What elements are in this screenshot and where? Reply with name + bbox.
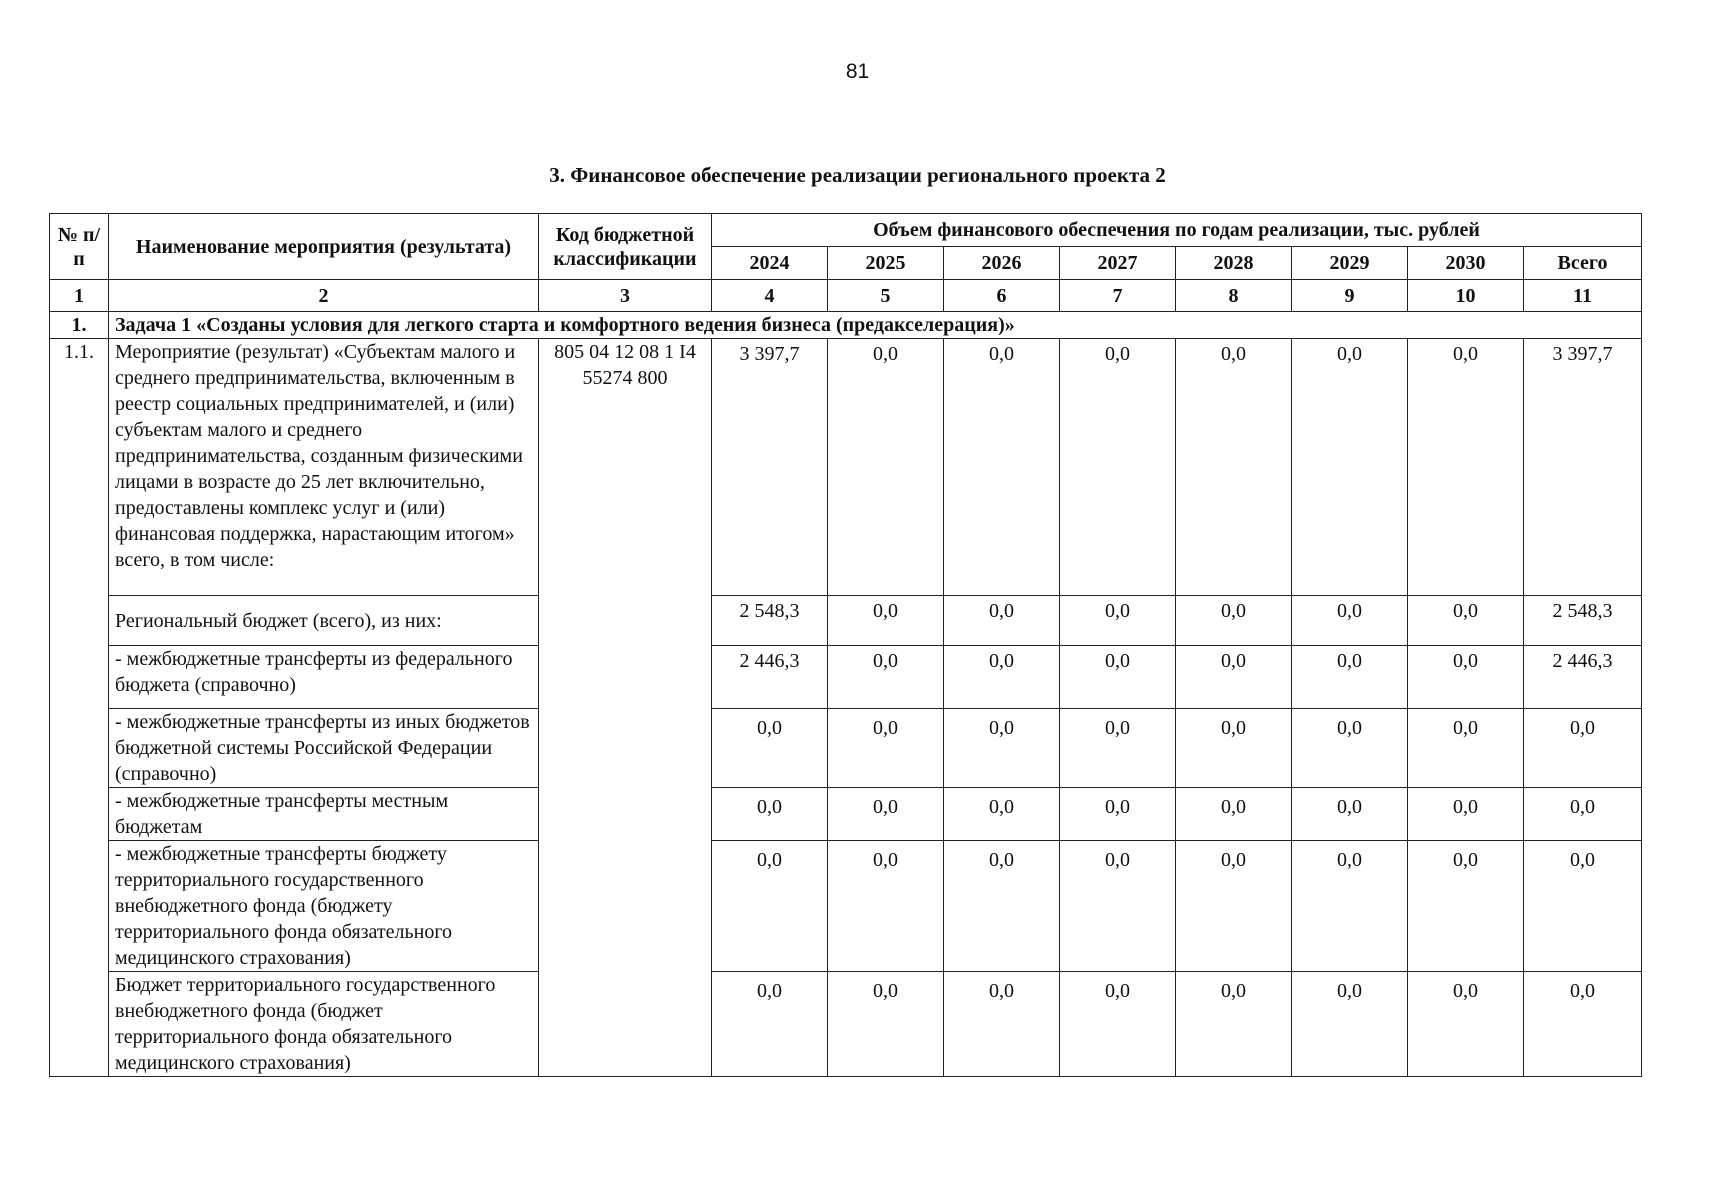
row-name: - межбюджетные трансферты из федерального бюджета (справочно) [109,646,539,709]
row-name: - межбюджетные трансферты из иных бюджетов бюджетной системы Российской Федерации (справочно) [109,709,539,788]
column-number-7: 7 [1060,280,1176,312]
value-cell: 0,0 [944,339,1060,596]
value-cell: 0,0 [712,972,828,1077]
column-numbers-row [50,280,1642,312]
value-cell: 0,0 [944,709,1060,788]
header-year-1: 2025 [828,247,944,280]
value-cell: 0,0 [1060,841,1176,972]
column-number-2: 2 [109,280,539,312]
header-year-0: 2024 [712,247,828,280]
value-cell: 0,0 [1060,788,1176,841]
column-number-10: 10 [1408,280,1524,312]
value-cell: 2 548,3 [1524,596,1642,646]
column-number-11: 11 [1524,280,1642,312]
column-number-1: 1 [50,280,109,312]
table-row [50,788,1642,841]
value-cell: 0,0 [1292,788,1408,841]
value-cell: 0,0 [1292,646,1408,709]
value-cell: 0,0 [1524,841,1642,972]
activity-num: 1.1. [50,339,109,1077]
header-year-2: 2026 [944,247,1060,280]
financing-table [49,213,1642,1077]
value-cell: 0,0 [828,339,944,596]
value-cell: 0,0 [1408,841,1524,972]
header-year-6: 2030 [1408,247,1524,280]
value-cell: 0,0 [1176,339,1292,596]
table-row [50,339,1642,596]
value-cell: 0,0 [1408,788,1524,841]
value-cell: 3 397,7 [712,339,828,596]
row-name: Региональный бюджет (всего), из них: [109,596,539,646]
header-year-3: 2027 [1060,247,1176,280]
value-cell: 0,0 [1292,596,1408,646]
task-num: 1. [50,312,109,339]
value-cell: 0,0 [712,709,828,788]
value-cell: 0,0 [828,841,944,972]
table-row [50,646,1642,709]
value-cell: 0,0 [1060,339,1176,596]
value-cell: 0,0 [1408,709,1524,788]
row-name: - межбюджетные трансферты местным бюджетам [109,788,539,841]
value-cell: 0,0 [944,841,1060,972]
value-cell: 0,0 [944,646,1060,709]
value-cell: 0,0 [944,972,1060,1077]
value-cell: 0,0 [1176,709,1292,788]
value-cell: 0,0 [1176,788,1292,841]
value-cell: 2 446,3 [1524,646,1642,709]
value-cell: 0,0 [1176,646,1292,709]
header-row-1 [50,214,1642,247]
value-cell: 0,0 [1060,596,1176,646]
value-cell: 0,0 [828,646,944,709]
value-cell: 0,0 [1524,709,1642,788]
row-name: Бюджет территориального государственного внебюджетного фонда (бюджет территориального фонда обязательного медицинского страхования) [109,972,539,1077]
value-cell: 0,0 [1292,972,1408,1077]
value-cell: 0,0 [1176,596,1292,646]
header-year-5: 2029 [1292,247,1408,280]
page-title: 3. Финансовое обеспечение реализации регионального проекта 2 [549,163,1166,187]
value-cell: 0,0 [1408,339,1524,596]
column-number-4: 4 [712,280,828,312]
value-cell: 0,0 [1292,709,1408,788]
value-cell: 0,0 [1524,972,1642,1077]
table-row [50,841,1642,972]
task-text: Задача 1 «Созданы условия для легкого старта и комфортного ведения бизнеса (предакселерация)» [109,312,1642,339]
header-num: № п/п [50,214,109,280]
header-code: Код бюджетной классификации [539,214,712,280]
value-cell: 0,0 [1524,788,1642,841]
value-cell: 3 397,7 [1524,339,1642,596]
page-number: 81 [845,60,870,83]
table-row [50,596,1642,646]
column-number-8: 8 [1176,280,1292,312]
value-cell: 0,0 [1060,709,1176,788]
value-cell: 0,0 [1176,972,1292,1077]
value-cell: 0,0 [712,788,828,841]
value-cell: 0,0 [1060,972,1176,1077]
value-cell: 0,0 [944,788,1060,841]
header-year-4: 2028 [1176,247,1292,280]
table-row [50,972,1642,1077]
value-cell: 0,0 [1292,339,1408,596]
value-cell: 2 548,3 [712,596,828,646]
column-number-3: 3 [539,280,712,312]
value-cell: 0,0 [828,788,944,841]
value-cell: 0,0 [1408,972,1524,1077]
value-cell: 0,0 [1060,646,1176,709]
value-cell: 0,0 [1408,596,1524,646]
task-row [50,312,1642,339]
value-cell: 0,0 [944,596,1060,646]
value-cell: 0,0 [1176,841,1292,972]
value-cell: 2 446,3 [712,646,828,709]
value-cell: 0,0 [828,709,944,788]
value-cell: 0,0 [1292,841,1408,972]
value-cell: 0,0 [712,841,828,972]
row-name: - межбюджетные трансферты бюджету территориального государственного внебюджетного фонда (бюджету территориального фонда обязательного медицинского страхования) [109,841,539,972]
column-number-6: 6 [944,280,1060,312]
value-cell: 0,0 [1408,646,1524,709]
column-number-5: 5 [828,280,944,312]
row-name: Мероприятие (результат) «Субъектам малого и среднего предпринимательства, включенным в реестр социальных предпринимателей, и (или) субъектам малого и среднего предпринимательства, созданным физическими лицами в возрасте до 25 лет включительно, предоставлены комплекс услуг и (или) финансовая поддержка, нарастающим итогом» всего, в том числе: [109,339,539,596]
value-cell: 0,0 [828,596,944,646]
budget-code: 805 04 12 08 1 I4 55274 800 [539,339,712,1077]
table-row [50,709,1642,788]
header-volume: Объем финансового обеспечения по годам реализации, тыс. рублей [712,214,1642,247]
header-name: Наименование мероприятия (результата) [109,214,539,280]
column-number-9: 9 [1292,280,1408,312]
value-cell: 0,0 [828,972,944,1077]
header-year-7: Всего [1524,247,1642,280]
